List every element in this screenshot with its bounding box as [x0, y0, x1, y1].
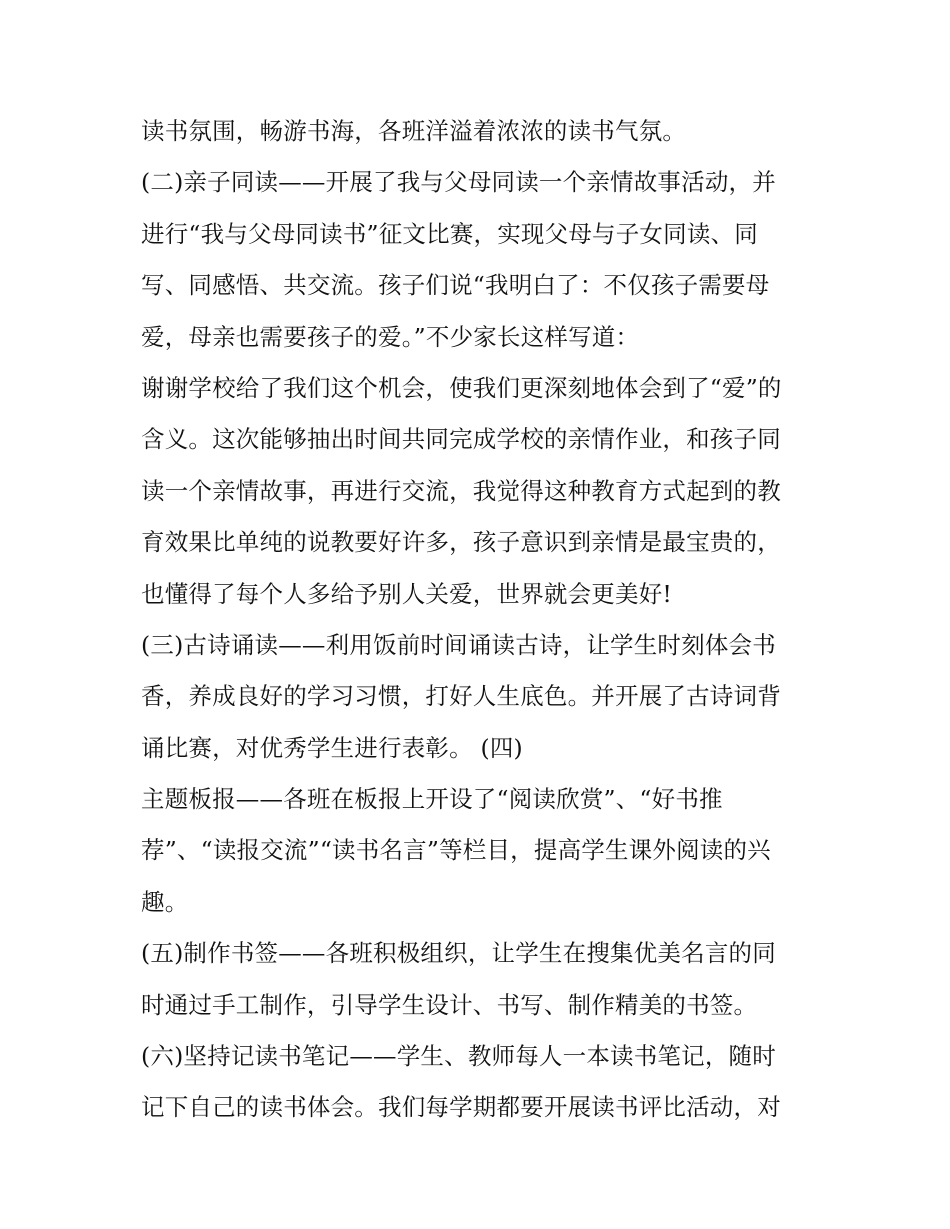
text-line: 趣。: [141, 887, 189, 916]
text-line: 读书氛围，畅游书海，各班洋溢着浓浓的读书气氛。: [141, 117, 687, 145]
text-line: 进行“我与父母同读书”征文比赛，实现父母与子女同读、同: [141, 219, 758, 248]
text-line: (二)亲子同读——开展了我与父母同读一个亲情故事活动，并: [141, 168, 776, 197]
text-line: 含义。这次能够抽出时间共同完成学校的亲情作业，和孩子同: [141, 425, 781, 454]
text-line: 记下自己的读书体会。我们每学期都要开展读书评比活动，对: [141, 1093, 781, 1122]
text-line: 育效果比单纯的说教要好许多，孩子意识到亲情是最宝贵的，: [141, 528, 781, 557]
text-line: 主题板报——各班在板报上开设了“阅读欣赏”、“好书推: [141, 785, 723, 814]
text-line: (六)坚持记读书笔记——学生、教师每人一本读书笔记，随时: [141, 1042, 776, 1071]
text-line: 诵比赛，对优秀学生进行表彰。 (四): [141, 733, 523, 762]
text-line: 荐”、“读报交流”“读书名言”等栏目，提高学生课外阅读的兴: [141, 836, 771, 865]
text-line: 写、同感悟、共交流。孩子们说“我明白了：不仅孩子需要母: [141, 271, 770, 300]
text-line: (五)制作书签——各班积极组织，让学生在搜集优美名言的同: [141, 939, 776, 968]
body-text: [141, 106, 831, 1134]
text-line: 读一个亲情故事，再进行交流，我觉得这种教育方式起到的教: [141, 476, 781, 505]
text-line: 也懂得了每个人多给予别人关爱，世界就会更美好!: [141, 579, 673, 608]
text-line: (三)古诗诵读——利用饭前时间诵读古诗，让学生时刻体会书: [141, 630, 776, 659]
text-line: 爱，母亲也需要孩子的爱。”不少家长这样写道：: [141, 322, 640, 351]
text-line: 时通过手工制作，引导学生设计、书写、制作精美的书签。: [141, 990, 758, 1019]
text-line: 香，养成良好的学习习惯，打好人生底色。并开展了古诗词背: [141, 682, 781, 711]
text-line: 谢谢学校给了我们这个机会，使我们更深刻地体会到了“爱”的: [141, 373, 782, 402]
